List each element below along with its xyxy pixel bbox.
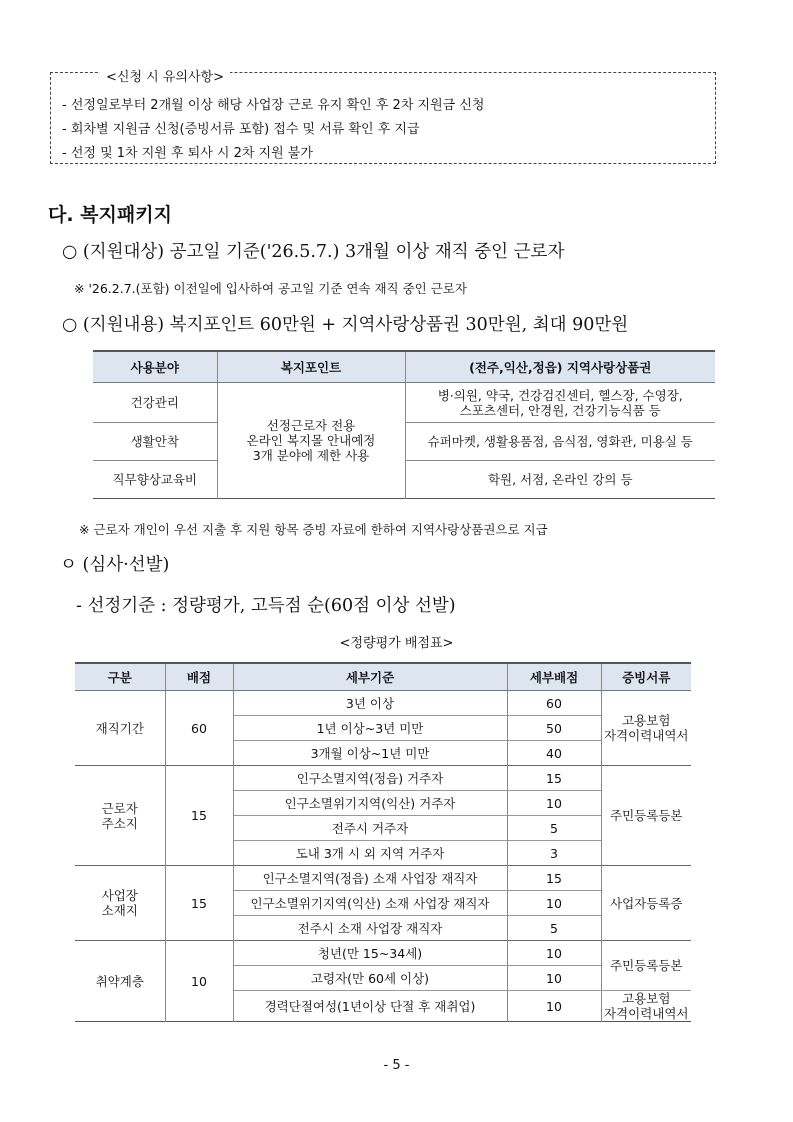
voucher-line: 병·의원, 약국, 건강검진센터, 헬스장, 수영장,	[437, 387, 683, 403]
score-points: 5	[507, 916, 601, 941]
score-criterion: 인구소멸위기지역(익산) 소재 사업장 재직자	[233, 891, 507, 916]
score-table-header: 구분	[75, 663, 165, 691]
score-table	[75, 662, 691, 1022]
score-points: 15	[507, 766, 601, 791]
score-points: 40	[507, 741, 601, 766]
evidence-document	[601, 941, 691, 991]
evidence-document	[601, 691, 691, 766]
section-title: 다. 복지패키지	[48, 204, 172, 226]
score-criterion: 청년(만 15~34세)	[233, 941, 507, 966]
score-criterion: 전주시 거주자	[233, 816, 507, 841]
score-criterion: 3개월 이상~1년 미만	[233, 741, 507, 766]
evidence-document-line: 자격이력내역서	[603, 728, 689, 743]
score-criterion: 1년 이상~3년 미만	[233, 716, 507, 741]
score-points: 5	[507, 816, 601, 841]
score-points: 60	[507, 691, 601, 716]
evidence-document	[601, 866, 691, 941]
support-target: ○ (지원대상) 공고일 기준('26.5.7.) 3개월 이상 재직 중인 근로자	[62, 242, 565, 262]
notice-line: - 선정 및 1차 지원 후 퇴사 시 2차 지원 불가	[62, 146, 313, 161]
support-content: ○ (지원내용) 복지포인트 60만원 + 지역사랑상품권 30만원, 최대 90만원	[62, 315, 629, 335]
score-points: 10	[507, 941, 601, 966]
score-criterion: 전주시 소재 사업장 재직자	[233, 916, 507, 941]
score-category-line: 취약계층	[95, 973, 144, 989]
evidence-document-line: 주민등록등본	[610, 958, 683, 973]
score-points: 10	[507, 791, 601, 816]
notice-line: - 선정일로부터 2개월 이상 해당 사업장 근로 유지 확인 후 2차 지원금 신청	[62, 98, 485, 113]
evidence-document	[601, 991, 691, 1022]
evidence-document-line: 고용보험	[622, 713, 671, 728]
welfare-point-line: 선정근로자 전용	[266, 418, 356, 433]
score-table-header: 배점	[165, 663, 233, 691]
notice-line: - 회차별 지원금 신청(증빙서류 포함) 접수 및 서류 확인 후 지급	[62, 122, 420, 137]
score-category-line: 주소지	[101, 815, 138, 831]
evidence-document	[601, 766, 691, 866]
notice-title: <신청 시 유의사항>	[100, 66, 230, 85]
usage-field: 직무향상교육비	[93, 461, 217, 499]
table-row	[75, 766, 691, 791]
score-table-caption: <정량평가 배점표>	[339, 636, 454, 651]
score-category	[75, 766, 165, 866]
score-points: 50	[507, 716, 601, 741]
evidence-document-line: 고용보험	[622, 991, 671, 1006]
selection-criteria: - 선정기준 : 정량평가, 고득점 순(60점 이상 선발)	[76, 596, 456, 616]
voucher-usage	[405, 383, 715, 423]
score-table-header: 증빙서류	[601, 663, 691, 691]
score-points: 10	[507, 891, 601, 916]
score-criterion: 3년 이상	[233, 691, 507, 716]
content-note: ※ 근로자 개인이 우선 지출 후 지원 항목 증빙 자료에 한하여 지역사랑상품권으로 지급	[79, 522, 548, 537]
voucher-usage: 슈퍼마켓, 생활용품점, 음식점, 영화관, 미용실 등	[405, 423, 715, 461]
support-target-note: ※ '26.2.7.(포함) 이전일에 입사하여 공고일 기준 연속 재직 중인 근로자	[74, 281, 467, 296]
table1-header: (전주,익산,정읍) 지역사랑상품권	[405, 351, 715, 383]
usage-field: 건강관리	[93, 383, 217, 423]
voucher-usage: 학원, 서점, 온라인 강의 등	[405, 461, 715, 499]
evidence-document-line: 사업자등록증	[610, 895, 683, 911]
review-heading: ㅇ (심사·선발)	[60, 555, 170, 575]
welfare-point-line: 온라인 복지몰 안내예정	[246, 433, 376, 448]
welfare-point-desc	[217, 383, 405, 499]
score-max: 10	[165, 941, 233, 1022]
table-row	[75, 691, 691, 716]
score-category	[75, 866, 165, 941]
score-points: 10	[507, 991, 601, 1022]
score-category-line: 재직기간	[95, 720, 144, 736]
table-row	[75, 866, 691, 891]
score-points: 10	[507, 966, 601, 991]
score-category-line: 사업장	[101, 888, 138, 903]
evidence-document-line: 자격이력내역서	[603, 1006, 689, 1021]
table-row	[75, 941, 691, 966]
score-criterion: 인구소멸지역(정읍) 거주자	[233, 766, 507, 791]
score-table-header: 세부기준	[233, 663, 507, 691]
score-criterion: 도내 3개 시 외 지역 거주자	[233, 841, 507, 866]
score-criterion: 경력단절여성(1년이상 단절 후 재취업)	[233, 991, 507, 1022]
score-criterion: 인구소멸지역(정읍) 소재 사업장 재직자	[233, 866, 507, 891]
score-category	[75, 691, 165, 766]
score-max: 15	[165, 766, 233, 866]
usage-field: 생활안착	[93, 423, 217, 461]
voucher-line: 스포츠센터, 안경원, 건강기능식품 등	[459, 402, 661, 418]
score-category	[75, 941, 165, 1022]
score-points: 15	[507, 866, 601, 891]
score-criterion: 인구소멸위기지역(익산) 거주자	[233, 791, 507, 816]
score-category-line: 소재지	[101, 903, 138, 918]
welfare-point-line: 3개 분야에 제한 사용	[252, 448, 370, 463]
score-max: 15	[165, 866, 233, 941]
table1-header: 복지포인트	[217, 351, 405, 383]
table1-header: 사용분야	[93, 351, 217, 383]
score-category-line: 근로자	[101, 800, 138, 816]
score-points: 3	[507, 841, 601, 866]
page-number: - 5 -	[383, 1058, 410, 1073]
score-max: 60	[165, 691, 233, 766]
score-table-header: 세부배점	[507, 663, 601, 691]
welfare-usage-table	[93, 350, 715, 499]
evidence-document-line: 주민등록등본	[610, 808, 683, 823]
score-criterion: 고령자(만 60세 이상)	[233, 966, 507, 991]
